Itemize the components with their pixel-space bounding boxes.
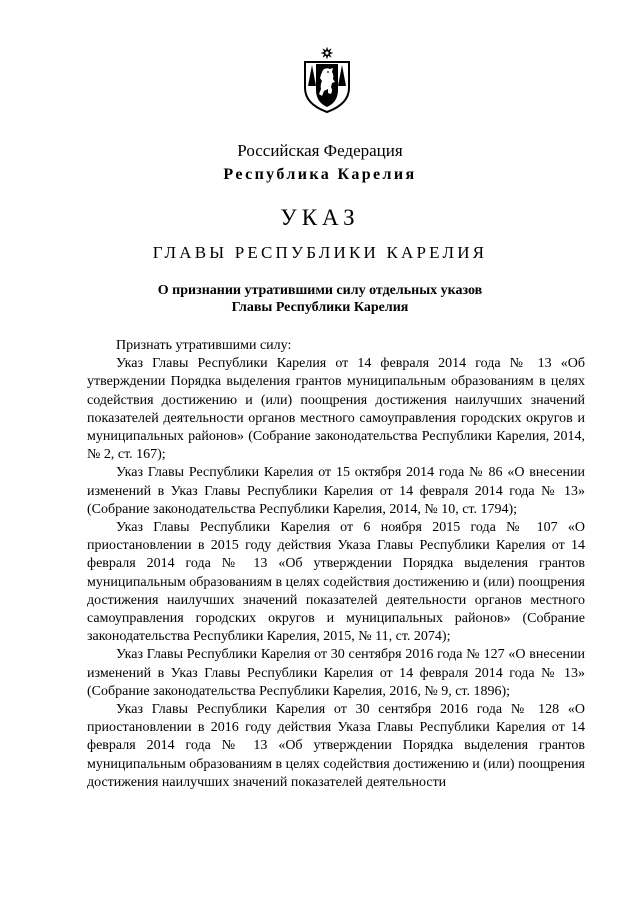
subject-line-1: О признании утратившими силу отдельных указов: [157, 283, 483, 298]
karelia-coat-of-arms-icon: [301, 46, 353, 114]
country-name: Российская Федерация: [237, 141, 403, 160]
decree-item-5: Указ Главы Республики Карелия от 30 сентября 2016 года № 128 «О приостановлении в 2016 году действия Указа Главы Республики Карелия от 14 февраля 2014 года № 13 «Об утверждении Порядка выделения грантов муниципальным образованиям в целях содействия достижению и (или) поощрения достижения наилучших значений показателей деятельности: [87, 702, 585, 790]
decree-item-2: Указ Главы Республики Карелия от 15 октября 2014 года № 86 «О внесении изменений в Указ Главы Республики Карелия от 14 февраля 2014 года № 13» (Собрание законодательства Республики Карелия, 2014, № 10, ст. 1794);: [87, 465, 585, 517]
decree-item-3: Указ Главы Республики Карелия от 6 ноября 2015 года № 107 «О приостановлении в 2015 году действия Указа Главы Республики Карелия от 14 февраля 2014 года № 13 «Об утверждении Порядка выделения грантов муниципальным образованиям в целях содействия достижению и (или) поощрения достижения наилучших значений показателей деятельности органов местного самоуправления городских округов и муниципальных районов» (Собрание законодательства Республики Карелия, 2015, № 11, ст. 2074);: [87, 520, 585, 645]
subject-line-2: Главы Республики Карелия: [231, 300, 409, 315]
document-type: УКАЗ: [280, 205, 360, 230]
document-body: [87, 337, 585, 792]
document-issuer: ГЛАВЫ РЕСПУБЛИКИ КАРЕЛИЯ: [152, 243, 488, 262]
decree-item-4: Указ Главы Республики Карелия от 30 сентября 2016 года № 127 «О внесении изменений в Указ Главы Республики Карелия от 14 февраля 2014 года № 13» (Собрание законодательства Республики Карелия, 2016, № 9, ст. 1896);: [87, 647, 585, 699]
document-subject: [0, 282, 640, 316]
republic-name: Республика Карелия: [223, 166, 417, 183]
decree-item-1: Указ Главы Республики Карелия от 14 февраля 2014 года № 13 «Об утверждении Порядка выделения грантов муниципальным образованиям в целях содействия достижению и (или) поощрения достижения наилучших значений показателей деятельности органов местного самоуправления городских округов и муниципальных районов» (Собрание законодательства Республики Карелия, 2014, № 2, ст. 167);: [87, 356, 585, 463]
body-intro: Признать утратившими силу:: [116, 338, 292, 353]
